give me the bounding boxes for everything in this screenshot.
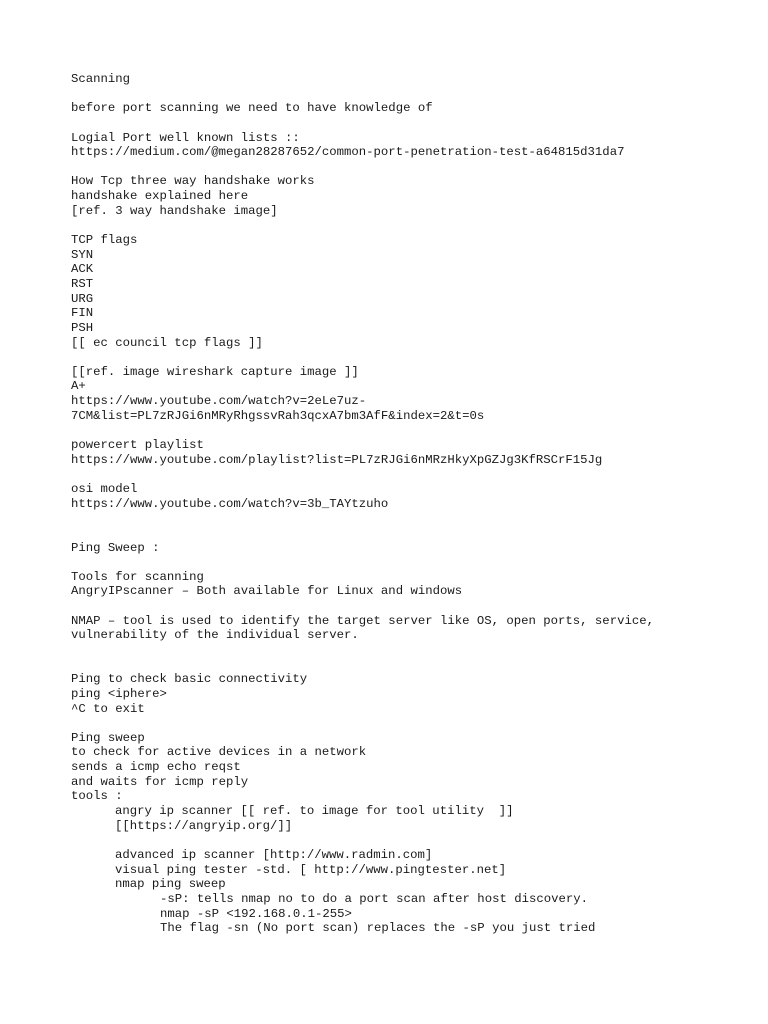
blank-line: [71, 833, 751, 848]
tcp-flag-line: FIN: [71, 306, 94, 321]
text-line: NMAP – tool is used to identify the target server like OS, open ports, service,: [71, 613, 654, 628]
blank-line: [71, 423, 751, 438]
blank-line: [71, 599, 751, 614]
heading-ping-sweep: Ping Sweep :: [71, 540, 160, 555]
text-line: ^C to exit: [71, 701, 145, 716]
text-line: and waits for icmp reply: [71, 774, 249, 789]
blank-line: [71, 555, 751, 570]
tcp-flag-line: URG: [71, 291, 94, 306]
url-line: https://www.youtube.com/playlist?list=PL7zRJGi6nMRzHkyXpGZJg3KfRSCrF15Jg: [71, 452, 603, 467]
tool-item: angry ip scanner [[ ref. to image for tool utility ]]: [115, 804, 514, 819]
text-line: [ref. 3 way handshake image]: [71, 203, 278, 218]
text-line: A+: [71, 379, 86, 394]
text-line: Ping sweep: [71, 730, 145, 745]
tcp-flag-line: SYN: [71, 247, 94, 262]
text-line: TCP flags: [71, 233, 138, 248]
text-line: before port scanning we need to have knowledge of: [71, 101, 433, 116]
text-line: to check for active devices in a network: [71, 745, 367, 760]
blank-line: [71, 526, 751, 541]
text-line: osi model: [71, 481, 138, 496]
url-line: https://medium.com/@megan28287652/common-port-penetration-test-a64815d31da7: [71, 145, 625, 160]
blank-line: [71, 467, 751, 482]
text-line: handshake explained here: [71, 189, 249, 204]
blank-line: [71, 218, 751, 233]
text-line: Logial Port well known lists ::: [71, 130, 300, 145]
heading-scanning: Scanning: [71, 72, 131, 86]
blank-line: [71, 658, 751, 673]
nmap-note: The flag -sn (No port scan) replaces the -sP you just tried: [160, 921, 596, 936]
text-line: Tools for scanning: [71, 569, 204, 584]
text-line: How Tcp three way handshake works: [71, 174, 315, 189]
url-line: https://www.youtube.com/watch?v=2eLe7uz-: [71, 394, 367, 409]
tcp-flag-line: PSH: [71, 320, 94, 335]
tool-item: visual ping tester -std. [ http://www.pingtester.net]: [115, 862, 507, 877]
text-line: vulnerability of the individual server.: [71, 628, 359, 643]
document-body: [71, 72, 751, 936]
blank-line: [71, 511, 751, 526]
text-line: sends a icmp echo reqst: [71, 760, 241, 775]
nmap-note: -sP: tells nmap no to do a port scan after host discovery.: [160, 891, 589, 906]
blank-line: [71, 160, 751, 175]
text-line: [[ ec council tcp flags ]]: [71, 335, 263, 350]
tool-item: advanced ip scanner [http://www.radmin.com]: [115, 847, 433, 862]
tcp-flag-line: ACK: [71, 262, 94, 277]
tool-item: nmap ping sweep: [115, 877, 226, 892]
url-line: 7CM&list=PL7zRJGi6nMRyRhgssvRah3qcxA7bm3AfF&index=2&t=0s: [71, 408, 485, 423]
text-line: AngryIPscanner – Both available for Linux and windows: [71, 584, 463, 599]
blank-line: [71, 87, 751, 102]
text-line: Ping to check basic connectivity: [71, 672, 308, 687]
url-line: https://www.youtube.com/watch?v=3b_TAYtzuho: [71, 496, 389, 511]
text-line: [[ref. image wireshark capture image ]]: [71, 364, 359, 379]
text-line: tools :: [71, 789, 123, 804]
blank-line: [71, 716, 751, 731]
nmap-command: nmap -sP <192.168.0.1-255>: [160, 906, 352, 921]
tool-link: [[https://angryip.org/]]: [115, 818, 293, 833]
text-line: ping <iphere>: [71, 686, 167, 701]
text-line: powercert playlist: [71, 438, 204, 453]
blank-line: [71, 643, 751, 658]
tcp-flag-line: RST: [71, 276, 94, 291]
blank-line: [71, 116, 751, 131]
blank-line: [71, 350, 751, 365]
